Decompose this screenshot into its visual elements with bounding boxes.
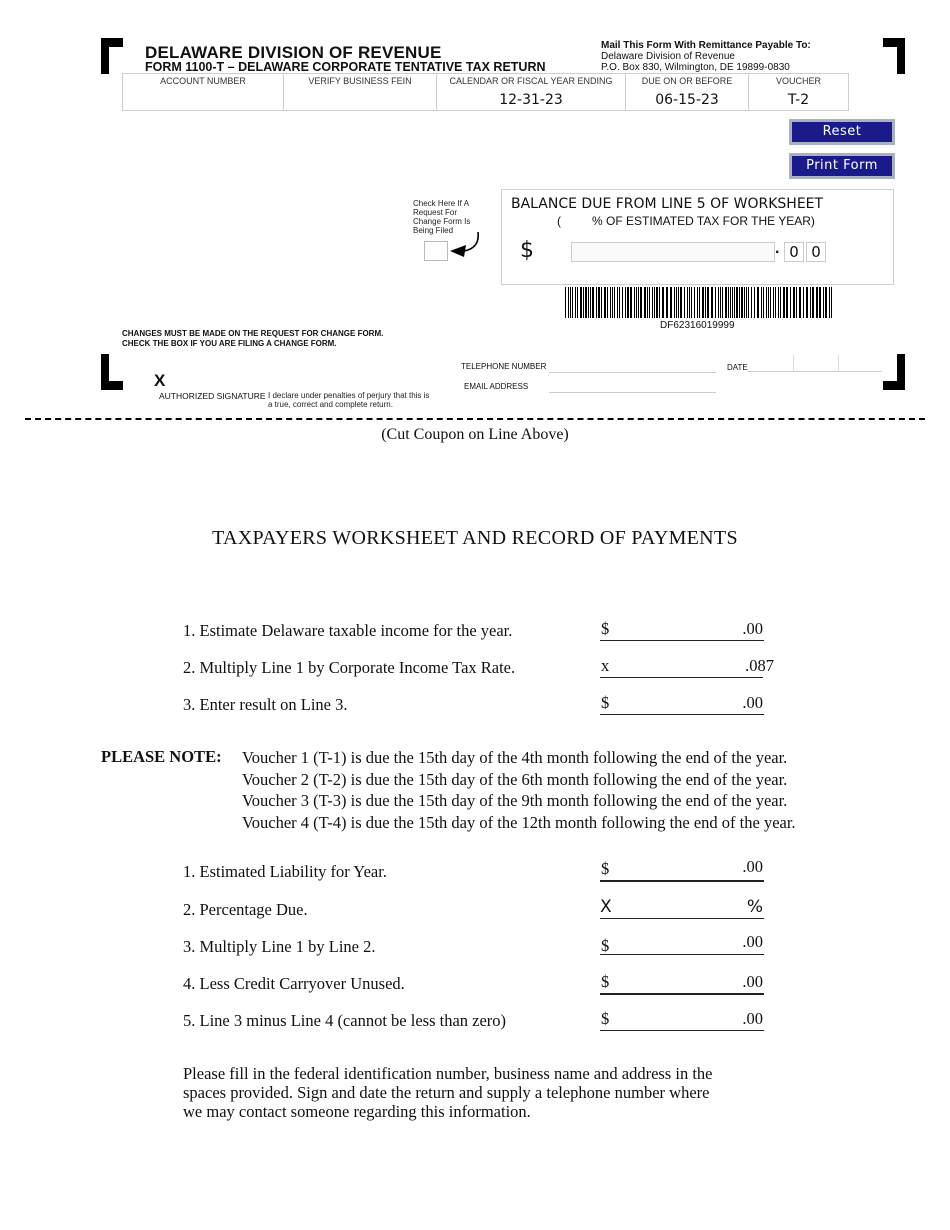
part2-line4-field[interactable]: $ .00 [600, 973, 764, 995]
part1-line3-label: 3. Enter result on Line 3. [183, 695, 348, 714]
barcode [565, 287, 835, 318]
barcode-bar [720, 287, 721, 318]
barcode-bar [634, 287, 635, 318]
voucher-note: Voucher 2 (T-2) is due the 15th day of the 6th month following the end of the year. [242, 769, 788, 789]
part2-line5-field[interactable]: $ .00 [600, 1010, 764, 1031]
barcode-bar [707, 287, 709, 318]
barcode-bar [592, 287, 594, 318]
barcode-text: DF62316019999 [660, 320, 735, 331]
org-title: DELAWARE DIVISION OF REVENUE [145, 43, 442, 62]
barcode-bar [617, 287, 618, 318]
barcode-bar [783, 287, 785, 318]
print-form-button[interactable]: Print Form [789, 153, 895, 179]
barcode-bar [796, 287, 797, 318]
changes-note-line1: CHANGES MUST BE MADE ON THE REQUEST FOR CHANGE FORM. [122, 329, 384, 338]
please-note-label: PLEASE NOTE: [101, 747, 222, 766]
barcode-bar [763, 287, 764, 318]
worksheet-title: TAXPAYERS WORKSHEET AND RECORD OF PAYMENTS [212, 527, 738, 549]
reset-button[interactable]: Reset [789, 119, 895, 145]
barcode-bar [736, 287, 738, 318]
barcode-bar [649, 287, 650, 318]
barcode-bar [718, 287, 719, 318]
change-form-note: Check Here If A Request For Change Form Is Being Filed [413, 199, 471, 235]
balance-due-subtitle-open: ( [557, 214, 561, 228]
barcode-bar [601, 287, 602, 318]
balance-due-box [501, 189, 894, 285]
corner-mark-bottom-left [101, 381, 123, 390]
barcode-bar [619, 287, 620, 318]
barcode-bar [652, 287, 653, 318]
part2-line1-label: 1. Estimated Liability for Year. [183, 862, 387, 881]
arrow-icon [448, 230, 484, 260]
barcode-bar [730, 287, 731, 318]
barcode-bar [790, 287, 791, 318]
account-number-cell[interactable] [123, 74, 284, 111]
signature-label: AUTHORIZED SIGNATURE [159, 391, 266, 401]
barcode-bar [575, 287, 576, 318]
barcode-bar [722, 287, 723, 318]
barcode-bar [728, 287, 729, 318]
part1-line2-label: 2. Multiply Line 1 by Corporate Income Tax Rate. [183, 658, 516, 677]
barcode-bar [596, 287, 597, 318]
barcode-bar [610, 287, 611, 318]
balance-due-subtitle: % OF ESTIMATED TAX FOR THE YEAR) [592, 214, 815, 228]
balance-due-title: BALANCE DUE FROM LINE 5 OF WORKSHEET [511, 196, 824, 212]
barcode-bar [819, 287, 821, 318]
due-date-cell [626, 74, 749, 111]
barcode-bar [612, 287, 613, 318]
part2-line2-label: 2. Percentage Due. [183, 900, 308, 919]
account-number-label: ACCOUNT NUMBER [160, 76, 246, 86]
barcode-bar [699, 287, 700, 318]
barcode-bar [773, 287, 774, 318]
barcode-bar [583, 287, 584, 318]
barcode-bar [607, 287, 608, 318]
barcode-bar [627, 287, 629, 318]
corner-mark-bottom-right [883, 381, 905, 390]
cents-digit-1[interactable]: 0 [784, 242, 804, 262]
mail-address-line1: Delaware Division of Revenue [601, 51, 735, 62]
form-title: FORM 1100-T – DELAWARE CORPORATE TENTATIVE TAX RETURN [145, 60, 546, 74]
barcode-bar [638, 287, 639, 318]
due-date-label: DUE ON OR BEFORE [641, 76, 733, 86]
part1-line1-label: 1. Estimate Delaware taxable income for the year. [183, 621, 513, 640]
barcode-bar [702, 287, 704, 318]
barcode-bar [662, 287, 664, 318]
telephone-label: TELEPHONE NUMBER [461, 362, 547, 371]
filing-instructions: Please fill in the federal identification number, business name and address in the spaces provided. Sign and date the return and supply a telephone number where we may contact someone regarding this information. [183, 1064, 713, 1121]
barcode-bar [625, 287, 626, 318]
barcode-bar [705, 287, 706, 318]
barcode-bar [580, 287, 582, 318]
barcode-bar [636, 287, 637, 318]
barcode-bar [734, 287, 735, 318]
telephone-input[interactable] [549, 360, 716, 373]
cut-line [25, 418, 925, 420]
voucher-label: VOUCHER [775, 76, 821, 86]
date-input[interactable] [748, 355, 882, 372]
barcode-bar [666, 287, 668, 318]
barcode-bar [585, 287, 587, 318]
barcode-bar [656, 287, 658, 318]
part2-line2-field[interactable]: X % [600, 897, 763, 917]
barcode-bar [816, 287, 818, 318]
date-label: DATE [727, 363, 748, 372]
barcode-bar [803, 287, 804, 318]
part1-line2-field: x .087 [600, 657, 775, 677]
voucher-value: T-2 [787, 92, 810, 108]
year-ending-value: 12-31-23 [499, 92, 563, 108]
part2-line4-label: 4. Less Credit Carryover Unused. [183, 974, 405, 993]
barcode-bar [751, 287, 752, 318]
corner-mark-top-left [101, 38, 109, 74]
barcode-bar [732, 287, 733, 318]
barcode-bar [810, 287, 811, 318]
barcode-bar [604, 287, 606, 318]
part2-line3-label: 3. Multiply Line 1 by Line 2. [183, 937, 376, 956]
voucher-note: Voucher 3 (T-3) is due the 15th day of the 9th month following the end of the year. [242, 791, 788, 811]
barcode-bar [748, 287, 749, 318]
barcode-bar [647, 287, 648, 318]
barcode-bar [570, 287, 571, 318]
part2-line1-field[interactable]: $ .00 [600, 860, 764, 882]
barcode-bar [825, 287, 827, 318]
barcode-bar [770, 287, 771, 318]
barcode-bar [640, 287, 642, 318]
barcode-bar [577, 287, 578, 318]
part2-line3-field[interactable]: $ .00 [601, 932, 763, 955]
voucher-cell [749, 74, 849, 111]
signature-x-mark: X [154, 371, 166, 390]
barcode-bar [725, 287, 727, 318]
mail-address-line2: P.O. Box 830, Wilmington, DE 19899-0830 [601, 62, 790, 73]
barcode-bar [674, 287, 675, 318]
barcode-bar [644, 287, 646, 318]
barcode-bar [715, 287, 716, 318]
barcode-bar [786, 287, 788, 318]
fein-label: VERIFY BUSINESS FEIN [308, 76, 412, 86]
voucher-due-notes [242, 747, 796, 834]
cut-line-caption: (Cut Coupon on Line Above) [381, 426, 569, 443]
barcode-bar [746, 287, 747, 318]
barcode-bar [806, 287, 808, 318]
barcode-bar [697, 287, 698, 318]
barcode-bar [768, 287, 769, 318]
part2-line5-label: 5. Line 3 minus Line 4 (cannot be less than zero) [183, 1011, 507, 1030]
barcode-bar [630, 287, 632, 318]
barcode-bar [780, 287, 781, 318]
barcode-bar [680, 287, 682, 318]
barcode-bar [739, 287, 740, 318]
dollar-sign: $ [520, 238, 534, 263]
barcode-bar [614, 287, 615, 318]
decimal-point: . [775, 240, 780, 257]
barcode-bar [741, 287, 743, 318]
barcode-bar [823, 287, 824, 318]
barcode-bar [793, 287, 795, 318]
year-ending-label: CALENDAR OR FISCAL YEAR ENDING [449, 76, 613, 86]
barcode-bar [622, 287, 623, 318]
balance-amount-input[interactable] [571, 242, 775, 262]
changes-note-line2: CHECK THE BOX IF YOU ARE FILING A CHANGE FORM. [122, 339, 337, 348]
voucher-note: Voucher 4 (T-4) is due the 15th day of the 12th month following the end of the year. [242, 813, 796, 833]
barcode-bar [670, 287, 672, 318]
barcode-bar [676, 287, 677, 318]
mail-heading: Mail This Form With Remittance Payable To: [601, 40, 811, 51]
barcode-bar [590, 287, 591, 318]
barcode-bar [754, 287, 755, 318]
part1-line1-field[interactable]: $ .00 [600, 620, 764, 641]
change-form-checkbox[interactable] [424, 241, 448, 261]
barcode-bar [829, 287, 830, 318]
cents-digit-2[interactable]: 0 [806, 242, 826, 262]
barcode-bar [761, 287, 762, 318]
due-date-value: 06-15-23 [655, 92, 719, 108]
year-ending-cell [437, 74, 626, 111]
voucher-note: Voucher 1 (T-1) is due the 15th day of the 4th month following the end of the year. [242, 748, 788, 767]
perjury-declaration: I declare under penalties of perjury that this is a true, correct and complete return. [268, 391, 430, 409]
barcode-bar [568, 287, 569, 318]
barcode-bar [831, 287, 832, 318]
barcode-bar [678, 287, 679, 318]
barcode-bar [757, 287, 759, 318]
barcode-bar [778, 287, 779, 318]
barcode-bar [572, 287, 573, 318]
barcode-bar [689, 287, 690, 318]
barcode-bar [799, 287, 801, 318]
fein-cell[interactable] [284, 74, 437, 111]
barcode-bar [775, 287, 776, 318]
barcode-bar [598, 287, 600, 318]
barcode-bar [812, 287, 814, 318]
barcode-bar [588, 287, 589, 318]
barcode-bar [565, 287, 566, 318]
barcode-bar [744, 287, 745, 318]
barcode-bar [694, 287, 695, 318]
barcode-bar [691, 287, 692, 318]
barcode-bar [684, 287, 685, 318]
corner-mark-top-right [897, 38, 905, 74]
barcode-bar [654, 287, 655, 318]
barcode-bar [711, 287, 713, 318]
barcode-bar [687, 287, 688, 318]
part1-line3-field[interactable]: $ .00 [600, 694, 764, 715]
barcode-bar [659, 287, 660, 318]
barcode-bar [766, 287, 767, 318]
email-label: EMAIL ADDRESS [464, 382, 529, 391]
info-table [122, 73, 849, 111]
email-input[interactable] [549, 380, 716, 393]
